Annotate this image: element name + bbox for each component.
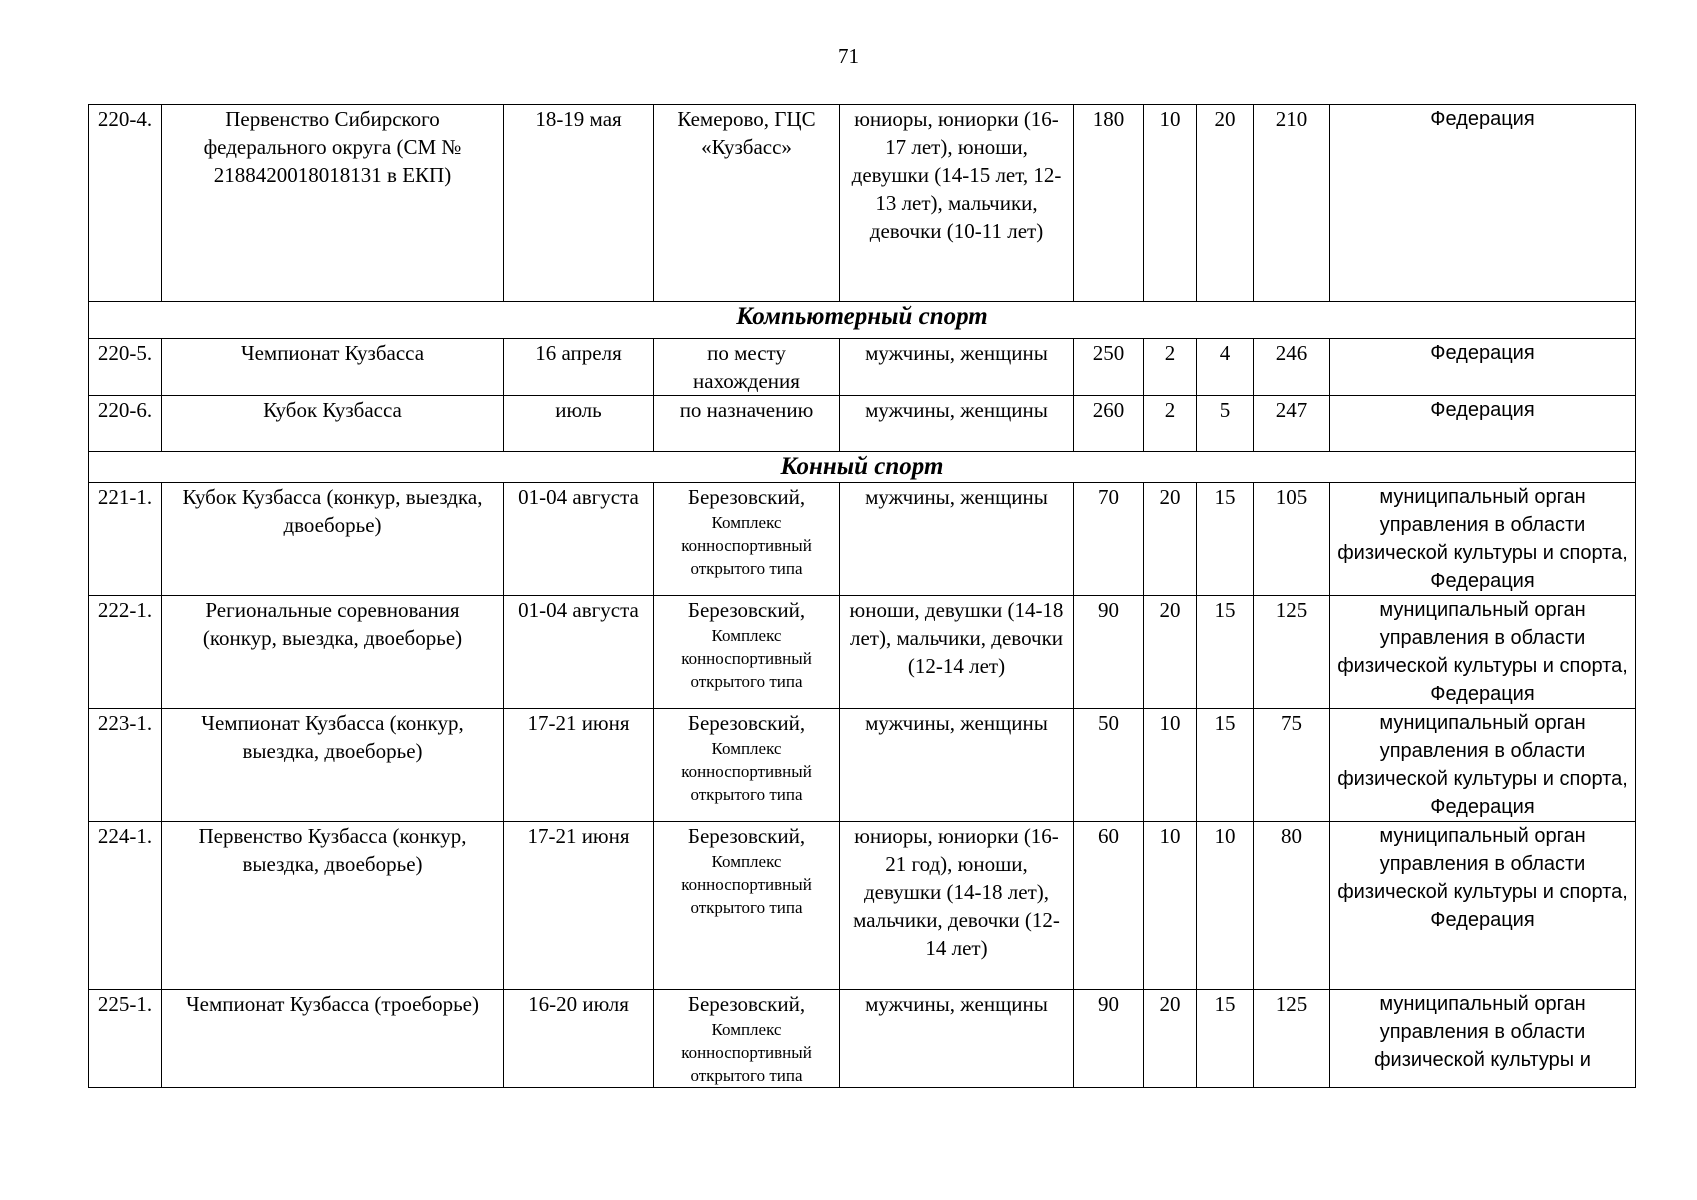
event-organizer: муниципальный орган управления в области физической культуры и спорта, Федерация (1330, 822, 1636, 990)
event-name: Первенство Сибирского федерального округа (СМ № 2188420018018131 в ЕКП) (162, 105, 504, 302)
participants-total: 70 (1074, 483, 1144, 596)
event-participants: мужчины, женщины (840, 339, 1074, 396)
event-venue (654, 596, 840, 709)
event-name: Чемпионат Кузбасса (162, 339, 504, 396)
row-number: 224-1. (89, 822, 162, 990)
table-row (89, 396, 1636, 452)
event-name: Первенство Кузбасса (конкур, выездка, двоеборье) (162, 822, 504, 990)
count-2: 5 (1197, 396, 1254, 452)
page-number: 71 (838, 44, 859, 68)
row-number: 225-1. (89, 990, 162, 1088)
count-1: 10 (1144, 709, 1197, 822)
event-name: Кубок Кузбасса (конкур, выездка, двоеборье) (162, 483, 504, 596)
venue-facility: Комплекс конноспортивный открытого типа (681, 739, 812, 804)
table-row (89, 105, 1636, 302)
event-organizer: Федерация (1330, 105, 1636, 302)
count-2: 10 (1197, 822, 1254, 990)
row-number: 220-5. (89, 339, 162, 396)
participants-total: 90 (1074, 990, 1144, 1088)
event-participants: мужчины, женщины (840, 483, 1074, 596)
participants-total: 260 (1074, 396, 1144, 452)
count-2: 15 (1197, 483, 1254, 596)
table-row (89, 483, 1636, 596)
venue-city: Березовский, (687, 485, 806, 509)
venue-city: Березовский, (687, 824, 806, 848)
event-venue (654, 339, 840, 396)
event-participants: мужчины, женщины (840, 990, 1074, 1088)
venue-city: по месту нахождения (693, 341, 800, 393)
count-2: 20 (1197, 105, 1254, 302)
event-organizer: Федерация (1330, 339, 1636, 396)
count-2: 15 (1197, 709, 1254, 822)
table-row (89, 709, 1636, 822)
venue-city: Кемерово, ГЦС «Кузбасс» (677, 107, 816, 159)
event-participants: юниоры, юниорки (16-17 лет), юноши, девушки (14-15 лет, 12-13 лет), мальчики, девочки (10-11 лет) (840, 105, 1074, 302)
event-participants: мужчины, женщины (840, 709, 1074, 822)
event-name: Региональные соревнования (конкур, выездка, двоеборье) (162, 596, 504, 709)
event-dates: 17-21 июня (504, 709, 654, 822)
venue-facility: Комплекс конноспортивный открытого типа (681, 1020, 812, 1085)
event-organizer: муниципальный орган управления в области физической культуры и спорта, Федерация (1330, 596, 1636, 709)
table-row (89, 822, 1636, 990)
count-1: 20 (1144, 990, 1197, 1088)
table-row (89, 596, 1636, 709)
event-organizer: Федерация (1330, 396, 1636, 452)
section-title: Конный спорт (89, 452, 1636, 483)
count-3: 247 (1254, 396, 1330, 452)
row-number: 222-1. (89, 596, 162, 709)
count-1: 10 (1144, 105, 1197, 302)
count-3: 210 (1254, 105, 1330, 302)
venue-facility: Комплекс конноспортивный открытого типа (681, 513, 812, 578)
count-2: 15 (1197, 596, 1254, 709)
count-3: 75 (1254, 709, 1330, 822)
participants-total: 50 (1074, 709, 1144, 822)
event-venue (654, 396, 840, 452)
row-number: 221-1. (89, 483, 162, 596)
event-dates: июль (504, 396, 654, 452)
count-3: 105 (1254, 483, 1330, 596)
event-venue (654, 822, 840, 990)
count-1: 2 (1144, 339, 1197, 396)
participants-total: 90 (1074, 596, 1144, 709)
count-3: 246 (1254, 339, 1330, 396)
event-name: Чемпионат Кузбасса (конкур, выездка, двоеборье) (162, 709, 504, 822)
participants-total: 250 (1074, 339, 1144, 396)
venue-facility: Комплекс конноспортивный открытого типа (681, 626, 812, 691)
event-dates: 01-04 августа (504, 483, 654, 596)
event-organizer: муниципальный орган управления в области физической культуры и (1330, 990, 1636, 1088)
event-participants: юноши, девушки (14-18 лет), мальчики, девочки (12-14 лет) (840, 596, 1074, 709)
event-participants: юниоры, юниорки (16-21 год), юноши, девушки (14-18 лет), мальчики, девочки (12-14 лет) (840, 822, 1074, 990)
row-number: 220-4. (89, 105, 162, 302)
venue-city: Березовский, (687, 992, 806, 1016)
venue-facility: Комплекс конноспортивный открытого типа (681, 852, 812, 917)
participants-total: 180 (1074, 105, 1144, 302)
event-venue (654, 105, 840, 302)
event-dates: 18-19 мая (504, 105, 654, 302)
event-venue (654, 483, 840, 596)
count-3: 125 (1254, 990, 1330, 1088)
count-3: 125 (1254, 596, 1330, 709)
event-organizer: муниципальный орган управления в области физической культуры и спорта, Федерация (1330, 709, 1636, 822)
event-participants: мужчины, женщины (840, 396, 1074, 452)
event-dates: 17-21 июня (504, 822, 654, 990)
event-name: Кубок Кузбасса (162, 396, 504, 452)
venue-city: Березовский, (687, 598, 806, 622)
row-number: 223-1. (89, 709, 162, 822)
event-venue (654, 990, 840, 1088)
event-name: Чемпионат Кузбасса (троеборье) (162, 990, 504, 1088)
event-dates: 16-20 июля (504, 990, 654, 1088)
venue-city: Березовский, (687, 711, 806, 735)
event-organizer: муниципальный орган управления в области физической культуры и спорта, Федерация (1330, 483, 1636, 596)
section-row (89, 302, 1636, 339)
row-number: 220-6. (89, 396, 162, 452)
count-1: 10 (1144, 822, 1197, 990)
count-3: 80 (1254, 822, 1330, 990)
count-2: 15 (1197, 990, 1254, 1088)
events-table (88, 104, 1636, 1088)
count-2: 4 (1197, 339, 1254, 396)
event-dates: 01-04 августа (504, 596, 654, 709)
section-row (89, 452, 1636, 483)
count-1: 2 (1144, 396, 1197, 452)
event-dates: 16 апреля (504, 339, 654, 396)
count-1: 20 (1144, 596, 1197, 709)
count-1: 20 (1144, 483, 1197, 596)
participants-total: 60 (1074, 822, 1144, 990)
table-row (89, 339, 1636, 396)
event-venue (654, 709, 840, 822)
venue-city: по назначению (679, 398, 814, 422)
section-title: Компьютерный спорт (89, 302, 1636, 339)
table-row (89, 990, 1636, 1088)
